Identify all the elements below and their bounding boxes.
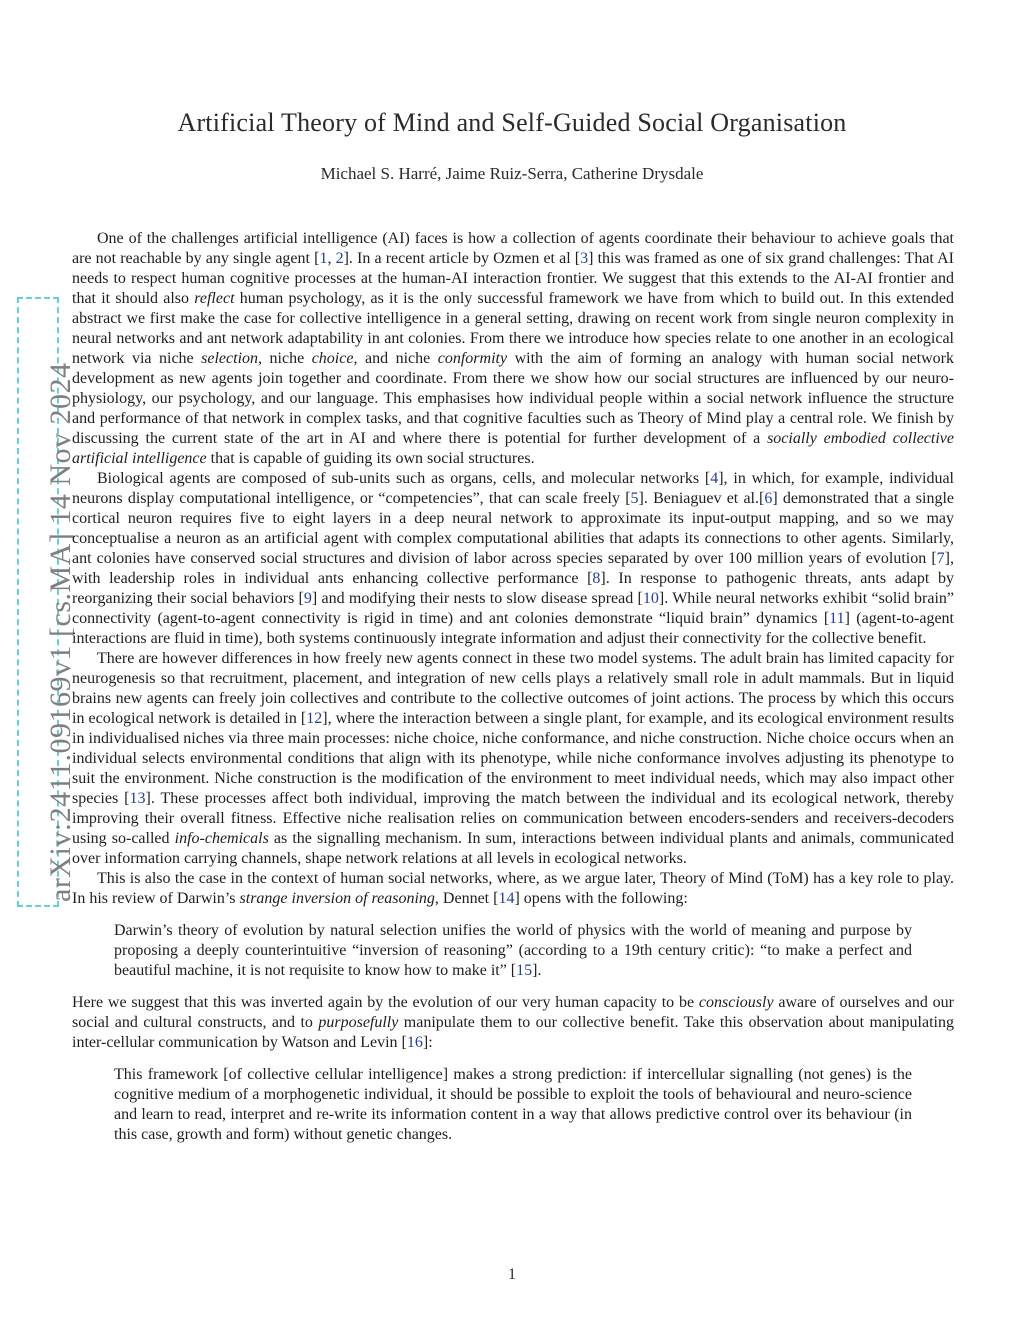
emphasis: conformity xyxy=(437,350,508,367)
citation-link[interactable]: 14 xyxy=(498,890,515,907)
block-quote-darwin xyxy=(114,921,912,981)
text-run: ] opens with the following: xyxy=(514,890,688,907)
citation-link[interactable]: 11 xyxy=(829,610,845,627)
text-run: ]. While neural networks exhibit “solid brain” connectivity (agent-to-agent connectivity is rigid in time) and ant colonies demonstrate “liquid brain” dynamics [ xyxy=(72,590,955,627)
text-run: as the signalling mechanism. In sum, interactions between individual plants and animals, communicated over information carrying channels, shape network relations at all levels in ecological networks. xyxy=(72,830,955,867)
text-run: ]. In response to pathogenic threats, ants adapt by reorganizing their social behaviors [ xyxy=(72,570,955,607)
text-run: ], with leadership roles in individual ants enhancing collective performance [ xyxy=(72,550,954,587)
author-list: Michael S. Harré, Jaime Ruiz-Serra, Catherine Drysdale xyxy=(320,164,704,183)
citation-link[interactable]: 8 xyxy=(592,570,601,587)
citation-link[interactable]: 2 xyxy=(335,250,344,267)
citation-link[interactable]: 13 xyxy=(129,790,146,807)
citation-link[interactable]: 6 xyxy=(764,490,773,507)
paragraph-inversion xyxy=(72,993,954,1053)
text-run: ]. In a recent article by Ozmen et al [ xyxy=(343,250,581,267)
text-run: ]. These processes affect both individual, improving the match between the individual and its ecological network, thereby improving their overall fitness. Effective niche realisation relies on communication between encoders-senders and receivers-decoders using so-called xyxy=(72,790,955,847)
citation-link[interactable]: 15 xyxy=(516,962,533,979)
emphasis: socially embodied collective artificial intelligence xyxy=(72,430,954,467)
text-run: ] this was framed as one of six grand challenges: That AI needs to respect human cognitive processes at the human-AI interaction frontier. We suggest that this extends to the AI-AI frontier and that it should also xyxy=(72,250,954,307)
paragraph-differences xyxy=(72,649,954,869)
text-run: , xyxy=(327,250,336,267)
text-run: with the aim of forming an analogy with human social network development as new agents join together and coordinate. From there we show how our social structures are influenced by our neuro-physiology, our psychology, and our language. This emphasises how individual people within a social network influence the structure and performance of that network in complex tasks, and that cognitive faculties such as Theory of Mind play a central role. We finish by discussing the current state of the art in AI and where there is potential for further development of a xyxy=(72,350,955,447)
text-run: ]: xyxy=(422,1034,433,1051)
block-quote-watson-levin: This framework [of collective cellular intelligence] makes a strong prediction: if intercellular signalling (not genes) is the cognitive medium of a morphogenetic individual, it should be possible to exploit the tools of behavioural and neuro-science and learn to read, interpret and re-write its information content in a way that allows predictive control over its behaviour (in this case, growth and form) without genetic changes. xyxy=(114,1066,912,1143)
emphasis: purposefully xyxy=(318,1014,399,1031)
citation-link[interactable]: 7 xyxy=(936,550,945,567)
citation-link[interactable]: 4 xyxy=(710,470,719,487)
arxiv-identifier[interactable]: arXiv:2411.09169v1 [cs.MA] 14 Nov 2024 xyxy=(44,362,77,902)
paragraph-biological-agents xyxy=(72,469,954,649)
text-run: human psychology, as it is the only successful framework we have from which to build out. In this extended abstract we first make the case for collective intelligence in a general setting, drawing on recent work from single neuron complexity in neural networks and ant network adaptability in ant colonies. From there we introduce how species relate to one another in an ecological network via niche xyxy=(72,290,955,367)
citation-link[interactable]: 9 xyxy=(303,590,312,607)
text-run: aware of ourselves and our social and cultural constructs, and to xyxy=(72,994,955,1031)
citation-link[interactable]: 16 xyxy=(406,1034,423,1051)
emphasis: selection xyxy=(201,350,259,367)
emphasis: info-chemicals xyxy=(174,830,269,847)
text-run: ] demonstrated that a single cortical neuron requires five to eight layers in a deep neural network to approximate its input-output mapping, and so we may conceptualise a neuron as an artificial agent with complex computational abilities that adapts its connections to other agents. Similarly, ant colonies have conserved social structures and division of labor across species separated by over 100 million years of evolution [ xyxy=(72,490,954,567)
citation-link[interactable]: 10 xyxy=(642,590,659,607)
paragraph-human-networks xyxy=(72,869,954,909)
text-run: Here we suggest that this was inverted again by the evolution of our very human capacity to be xyxy=(72,994,699,1011)
paragraph-intro xyxy=(72,229,954,469)
text-run: ], where the interaction between a single plant, for example, and its ecological environment results in individualised niches via three main processes: niche choice, niche conformance, and niche construction. Niche choice occurs when an individual selects environmental conditions that align with its phenotype, while niche conformance involves adjusting its phenotype to suit the environment. Niche construction is the modification of the environment to meet individual needs, which may also impact other species [ xyxy=(72,710,955,807)
text-run: , niche xyxy=(258,350,312,367)
citation-link[interactable]: 1 xyxy=(319,250,328,267)
text-run: , and niche xyxy=(353,350,438,367)
text-run: ] and modifying their nests to slow disease spread [ xyxy=(311,590,643,607)
text-run: manipulate them to our collective benefit. Take this observation about manipulating inter-cellular communication by Watson and Levin [ xyxy=(72,1014,954,1051)
text-run: ]. xyxy=(532,962,542,979)
citation-link[interactable]: 12 xyxy=(306,710,323,727)
page-number: 1 xyxy=(508,1266,516,1283)
text-run: One of the challenges artificial intelligence (AI) faces is how a collection of agents coordinate their behaviour to achieve goals that are not reachable by any single agent [ xyxy=(72,230,954,267)
text-run: Biological agents are composed of sub-units such as organs, cells, and molecular networks [ xyxy=(97,470,711,487)
text-run: ] (agent-to-agent interactions are fluid in time), both systems continuously integrate information and adjust their connectivity for the collective benefit. xyxy=(72,610,954,647)
text-run: ]. Beniaguev et al.[ xyxy=(638,490,765,507)
text-run: ], in which, for example, individual neurons display computational intelligence, or “competencies”, that can scale freely [ xyxy=(72,470,954,507)
citation-link[interactable]: 5 xyxy=(630,490,639,507)
text-run: , Dennet [ xyxy=(434,890,499,907)
emphasis: strange inversion of reasoning xyxy=(239,890,435,907)
abstract-body xyxy=(72,229,954,1157)
text-run: There are however differences in how freely new agents connect in these two model systems. The adult brain has limited capacity for neurogenesis so that recruitment, placement, and integration of new cells plays a relatively small role in adult mammals. But in liquid brains new agents can freely join collectives and contribute to the collective outcomes of joint actions. The process by which this occurs in ecological network is detailed in [ xyxy=(72,650,954,727)
citation-link[interactable]: 3 xyxy=(580,250,589,267)
text-run: that is capable of guiding its own social structures. xyxy=(206,450,535,467)
emphasis: choice xyxy=(311,350,354,367)
emphasis: reflect xyxy=(194,290,235,307)
emphasis: consciously xyxy=(698,994,774,1011)
text-run: This is also the case in the context of human social networks, where, as we argue later, Theory of Mind (ToM) has a key role to play. In his review of Darwin’s xyxy=(72,870,954,907)
paper-title: Artificial Theory of Mind and Self-Guided Social Organisation xyxy=(177,108,847,137)
text-run: Darwin’s theory of evolution by natural selection unifies the world of physics with the world of meaning and purpose by proposing a deeply counterintuitive “inversion of reasoning” (according to a 19th century critic): “to make a perfect and beautiful machine, it is not requisite to know how to make it” [ xyxy=(114,922,912,979)
